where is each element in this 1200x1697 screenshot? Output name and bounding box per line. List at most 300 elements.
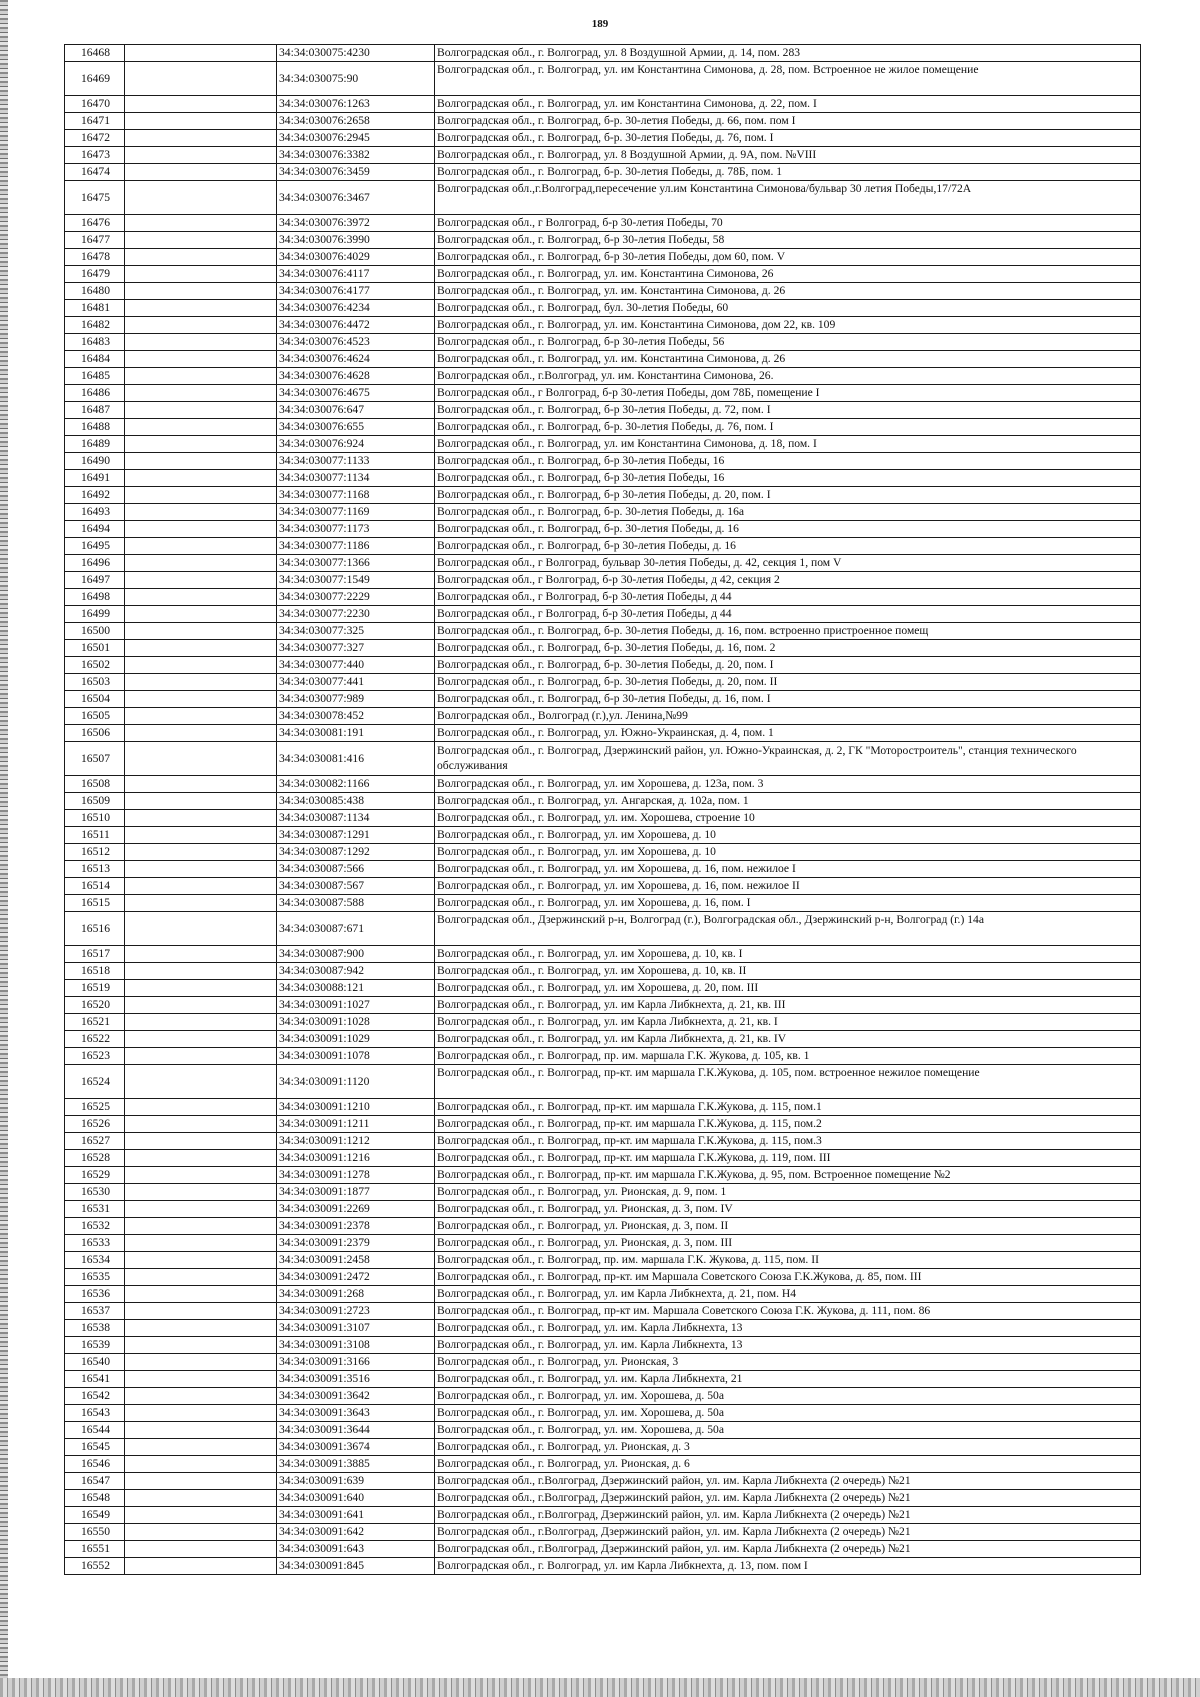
cadastral-number-cell: 34:34:030076:4624 xyxy=(277,351,435,368)
cadastral-number-cell: 34:34:030076:3467 xyxy=(277,181,435,215)
cadastral-number-cell: 34:34:030076:1263 xyxy=(277,96,435,113)
empty-cell xyxy=(125,1473,277,1490)
empty-cell xyxy=(125,844,277,861)
cadastral-number-cell: 34:34:030076:3382 xyxy=(277,147,435,164)
empty-cell xyxy=(125,1439,277,1456)
table-row xyxy=(65,1303,1141,1320)
empty-cell xyxy=(125,521,277,538)
address-cell: Волгоградская обл., г. Волгоград, пр-кт. им маршала Г.К.Жукова, д. 115, пом.2 xyxy=(435,1116,1141,1133)
row-number-cell: 16475 xyxy=(65,181,125,215)
row-number-cell: 16476 xyxy=(65,215,125,232)
address-cell: Волгоградская обл., г. Волгоград, ул. им. Хорошева, д. 50а xyxy=(435,1422,1141,1439)
address-cell: Волгоградская обл., г. Волгоград, ул. им Хорошева, д. 20, пом. III xyxy=(435,980,1141,997)
address-cell: Волгоградская обл., г. Волгоград, б-р. 30-летия Победы, д. 20, пом. II xyxy=(435,674,1141,691)
address-cell: Волгоградская обл., г. Волгоград, пр-кт. им маршала Г.К.Жукова, д. 119, пом. III xyxy=(435,1150,1141,1167)
row-number-cell: 16522 xyxy=(65,1031,125,1048)
address-cell: Волгоградская обл., г. Волгоград, ул. Рионская, 3 xyxy=(435,1354,1141,1371)
row-number-cell: 16470 xyxy=(65,96,125,113)
address-cell: Волгоградская обл.,г.Волгоград,пересечение ул.им Константина Симонова/бульвар 30 летия Победы,17/72А xyxy=(435,181,1141,215)
address-cell: Волгоградская обл., г. Волгоград, бул. 30-летия Победы, 60 xyxy=(435,300,1141,317)
table-row xyxy=(65,453,1141,470)
address-cell: Волгоградская обл., г. Волгоград, ул. им. Хорошева, д. 50а xyxy=(435,1405,1141,1422)
address-cell: Волгоградская обл., г. Волгоград, б-р 30-летия Победы, 58 xyxy=(435,232,1141,249)
row-number-cell: 16477 xyxy=(65,232,125,249)
address-cell: Волгоградская обл., г. Волгоград, ул. им. Карла Либкнехта, 21 xyxy=(435,1371,1141,1388)
cadastral-number-cell: 34:34:030076:4628 xyxy=(277,368,435,385)
empty-cell xyxy=(125,912,277,946)
row-number-cell: 16490 xyxy=(65,453,125,470)
empty-cell xyxy=(125,1337,277,1354)
cadastral-number-cell: 34:34:030091:1212 xyxy=(277,1133,435,1150)
row-number-cell: 16528 xyxy=(65,1150,125,1167)
address-cell: Волгоградская обл., г Волгоград, б-р 30-летия Победы, дом 78Б, помещение I xyxy=(435,385,1141,402)
cadastral-number-cell: 34:34:030076:2945 xyxy=(277,130,435,147)
address-cell: Волгоградская обл., г. Волгоград, ул. им Карла Либкнехта, д. 21, кв. III xyxy=(435,997,1141,1014)
registry-table xyxy=(64,44,1141,1575)
table-row xyxy=(65,555,1141,572)
scan-edge-left xyxy=(0,0,8,1697)
address-cell: Волгоградская обл., г. Волгоград, б-р. 30-летия Победы, д. 16а xyxy=(435,504,1141,521)
cadastral-number-cell: 34:34:030076:4472 xyxy=(277,317,435,334)
address-cell: Волгоградская обл., г. Волгоград, ул. им. Константина Симонова, 26 xyxy=(435,266,1141,283)
cadastral-number-cell: 34:34:030091:2269 xyxy=(277,1201,435,1218)
empty-cell xyxy=(125,793,277,810)
cadastral-number-cell: 34:34:030077:2229 xyxy=(277,589,435,606)
table-row xyxy=(65,742,1141,776)
scan-edge-bottom xyxy=(0,1678,1200,1697)
table-row xyxy=(65,1184,1141,1201)
address-cell: Волгоградская обл., г. Волгоград, ул. 8 Воздушной Армии, д. 9А, пом. №VIII xyxy=(435,147,1141,164)
row-number-cell: 16542 xyxy=(65,1388,125,1405)
row-number-cell: 16533 xyxy=(65,1235,125,1252)
row-number-cell: 16523 xyxy=(65,1048,125,1065)
cadastral-number-cell: 34:34:030091:1027 xyxy=(277,997,435,1014)
table-row xyxy=(65,1524,1141,1541)
empty-cell xyxy=(125,1269,277,1286)
address-cell: Волгоградская обл., г. Волгоград, ул. Ангарская, д. 102а, пом. 1 xyxy=(435,793,1141,810)
table-row xyxy=(65,249,1141,266)
address-cell: Волгоградская обл., г. Волгоград, б-р. 30-летия Победы, д. 66, пом. пом I xyxy=(435,113,1141,130)
cadastral-number-cell: 34:34:030091:1278 xyxy=(277,1167,435,1184)
empty-cell xyxy=(125,402,277,419)
row-number-cell: 16479 xyxy=(65,266,125,283)
address-cell: Волгоградская обл., г. Волгоград, б-р. 30-летия Победы, д. 76, пом. I xyxy=(435,419,1141,436)
address-cell: Волгоградская обл., г. Волгоград, ул. Рионская, д. 9, пом. 1 xyxy=(435,1184,1141,1201)
empty-cell xyxy=(125,1014,277,1031)
empty-cell xyxy=(125,62,277,96)
empty-cell xyxy=(125,1031,277,1048)
row-number-cell: 16538 xyxy=(65,1320,125,1337)
empty-cell xyxy=(125,572,277,589)
table-row xyxy=(65,640,1141,657)
address-cell: Волгоградская обл., г. Волгоград, ул. им Карла Либкнехта, д. 21, кв. IV xyxy=(435,1031,1141,1048)
address-cell: Волгоградская обл., г. Волгоград, ул. им. Константина Симонова, д. 26 xyxy=(435,351,1141,368)
empty-cell xyxy=(125,351,277,368)
empty-cell xyxy=(125,1490,277,1507)
row-number-cell: 16521 xyxy=(65,1014,125,1031)
cadastral-number-cell: 34:34:030077:1134 xyxy=(277,470,435,487)
empty-cell xyxy=(125,368,277,385)
table-row xyxy=(65,895,1141,912)
cadastral-number-cell: 34:34:030091:3516 xyxy=(277,1371,435,1388)
cadastral-number-cell: 34:34:030077:1366 xyxy=(277,555,435,572)
empty-cell xyxy=(125,436,277,453)
table-row xyxy=(65,538,1141,555)
row-number-cell: 16509 xyxy=(65,793,125,810)
table-row xyxy=(65,1286,1141,1303)
cadastral-number-cell: 34:34:030076:3990 xyxy=(277,232,435,249)
table-row xyxy=(65,1456,1141,1473)
empty-cell xyxy=(125,708,277,725)
cadastral-number-cell: 34:34:030077:2230 xyxy=(277,606,435,623)
empty-cell xyxy=(125,232,277,249)
row-number-cell: 16474 xyxy=(65,164,125,181)
address-cell: Волгоградская обл., г. Волгоград, пр-кт. им Маршала Советского Союза Г.К.Жукова, д. 85, пом. III xyxy=(435,1269,1141,1286)
empty-cell xyxy=(125,385,277,402)
row-number-cell: 16541 xyxy=(65,1371,125,1388)
cadastral-number-cell: 34:34:030087:942 xyxy=(277,963,435,980)
row-number-cell: 16536 xyxy=(65,1286,125,1303)
empty-cell xyxy=(125,1099,277,1116)
row-number-cell: 16504 xyxy=(65,691,125,708)
table-row xyxy=(65,572,1141,589)
table-row xyxy=(65,1167,1141,1184)
row-number-cell: 16547 xyxy=(65,1473,125,1490)
row-number-cell: 16517 xyxy=(65,946,125,963)
empty-cell xyxy=(125,691,277,708)
table-row xyxy=(65,657,1141,674)
empty-cell xyxy=(125,895,277,912)
row-number-cell: 16488 xyxy=(65,419,125,436)
cadastral-number-cell: 34:34:030076:4234 xyxy=(277,300,435,317)
table-row xyxy=(65,62,1141,96)
empty-cell xyxy=(125,946,277,963)
address-cell: Волгоградская обл., г. Волгоград, б-р. 30-летия Победы, д. 20, пом. I xyxy=(435,657,1141,674)
cadastral-number-cell: 34:34:030076:3972 xyxy=(277,215,435,232)
address-cell: Волгоградская обл., г. Волгоград, ул. им. Карла Либкнехта, 13 xyxy=(435,1320,1141,1337)
address-cell: Волгоградская обл., г. Волгоград, ул. Рионская, д. 6 xyxy=(435,1456,1141,1473)
table-row xyxy=(65,368,1141,385)
cadastral-number-cell: 34:34:030077:1169 xyxy=(277,504,435,521)
address-cell: Волгоградская обл., г. Волгоград, ул. им Хорошева, д. 123а, пом. 3 xyxy=(435,776,1141,793)
empty-cell xyxy=(125,1150,277,1167)
cadastral-number-cell: 34:34:030087:1292 xyxy=(277,844,435,861)
table-row xyxy=(65,1133,1141,1150)
address-cell: Волгоградская обл., г. Волгоград, пр-кт им. Маршала Советского Союза Г.К. Жукова, д. 111, пом. 86 xyxy=(435,1303,1141,1320)
cadastral-number-cell: 34:34:030091:3644 xyxy=(277,1422,435,1439)
table-row xyxy=(65,164,1141,181)
row-number-cell: 16550 xyxy=(65,1524,125,1541)
empty-cell xyxy=(125,657,277,674)
address-cell: Волгоградская обл., г. Волгоград, б-р 30-летия Победы, д. 20, пом. I xyxy=(435,487,1141,504)
row-number-cell: 16499 xyxy=(65,606,125,623)
cadastral-number-cell: 34:34:030076:647 xyxy=(277,402,435,419)
address-cell: Волгоградская обл., г. Волгоград, ул. им Хорошева, д. 10, кв. I xyxy=(435,946,1141,963)
table-row xyxy=(65,1422,1141,1439)
address-cell: Волгоградская обл., г.Волгоград, Дзержинский район, ул. им. Карла Либкнехта (2 очередь) №21 xyxy=(435,1490,1141,1507)
address-cell: Волгоградская обл., г. Волгоград, ул. им. Карла Либкнехта, 13 xyxy=(435,1337,1141,1354)
cadastral-number-cell: 34:34:030076:4675 xyxy=(277,385,435,402)
cadastral-number-cell: 34:34:030087:1291 xyxy=(277,827,435,844)
address-cell: Волгоградская обл., г. Волгоград, б-р. 30-летия Победы, д. 76, пом. I xyxy=(435,130,1141,147)
cadastral-number-cell: 34:34:030091:2378 xyxy=(277,1218,435,1235)
empty-cell xyxy=(125,963,277,980)
cadastral-number-cell: 34:34:030078:452 xyxy=(277,708,435,725)
address-cell: Волгоградская обл., г. Волгоград, ул. Рионская, д. 3 xyxy=(435,1439,1141,1456)
table-row xyxy=(65,96,1141,113)
cadastral-number-cell: 34:34:030087:1134 xyxy=(277,810,435,827)
row-number-cell: 16544 xyxy=(65,1422,125,1439)
empty-cell xyxy=(125,1116,277,1133)
cadastral-number-cell: 34:34:030091:3885 xyxy=(277,1456,435,1473)
cadastral-number-cell: 34:34:030091:1216 xyxy=(277,1150,435,1167)
cadastral-number-cell: 34:34:030091:1029 xyxy=(277,1031,435,1048)
cadastral-number-cell: 34:34:030091:268 xyxy=(277,1286,435,1303)
cadastral-number-cell: 34:34:030081:416 xyxy=(277,742,435,776)
table-row xyxy=(65,1490,1141,1507)
empty-cell xyxy=(125,1303,277,1320)
cadastral-number-cell: 34:34:030075:90 xyxy=(277,62,435,96)
row-number-cell: 16482 xyxy=(65,317,125,334)
row-number-cell: 16540 xyxy=(65,1354,125,1371)
table-row xyxy=(65,861,1141,878)
table-row xyxy=(65,300,1141,317)
empty-cell xyxy=(125,623,277,640)
row-number-cell: 16548 xyxy=(65,1490,125,1507)
table-row xyxy=(65,1065,1141,1099)
table-row xyxy=(65,266,1141,283)
cadastral-number-cell: 34:34:030091:642 xyxy=(277,1524,435,1541)
empty-cell xyxy=(125,538,277,555)
cadastral-number-cell: 34:34:030077:325 xyxy=(277,623,435,640)
row-number-cell: 16532 xyxy=(65,1218,125,1235)
table-row xyxy=(65,487,1141,504)
table-row xyxy=(65,844,1141,861)
row-number-cell: 16478 xyxy=(65,249,125,266)
address-cell: Волгоградская обл., г. Волгоград, ул. Рионская, д. 3, пом. III xyxy=(435,1235,1141,1252)
empty-cell xyxy=(125,334,277,351)
empty-cell xyxy=(125,980,277,997)
empty-cell xyxy=(125,861,277,878)
empty-cell xyxy=(125,317,277,334)
cadastral-number-cell: 34:34:030091:3166 xyxy=(277,1354,435,1371)
table-row xyxy=(65,776,1141,793)
table-row xyxy=(65,1201,1141,1218)
cadastral-number-cell: 34:34:030091:640 xyxy=(277,1490,435,1507)
row-number-cell: 16529 xyxy=(65,1167,125,1184)
table-row xyxy=(65,997,1141,1014)
table-row xyxy=(65,1048,1141,1065)
table-row xyxy=(65,317,1141,334)
cadastral-number-cell: 34:34:030076:924 xyxy=(277,436,435,453)
table-row xyxy=(65,980,1141,997)
table-row xyxy=(65,385,1141,402)
empty-cell xyxy=(125,878,277,895)
cadastral-number-cell: 34:34:030091:1211 xyxy=(277,1116,435,1133)
row-number-cell: 16493 xyxy=(65,504,125,521)
address-cell: Волгоградская обл., г. Волгоград, б-р 30-летия Победы, 16 xyxy=(435,453,1141,470)
empty-cell xyxy=(125,130,277,147)
table-row xyxy=(65,436,1141,453)
table-row xyxy=(65,827,1141,844)
row-number-cell: 16495 xyxy=(65,538,125,555)
row-number-cell: 16520 xyxy=(65,997,125,1014)
table-row xyxy=(65,963,1141,980)
row-number-cell: 16500 xyxy=(65,623,125,640)
cadastral-number-cell: 34:34:030091:643 xyxy=(277,1541,435,1558)
cadastral-number-cell: 34:34:030076:4523 xyxy=(277,334,435,351)
row-number-cell: 16512 xyxy=(65,844,125,861)
empty-cell xyxy=(125,1286,277,1303)
row-number-cell: 16519 xyxy=(65,980,125,997)
address-cell: Волгоградская обл., г. Волгоград, ул. Рионская, д. 3, пом. IV xyxy=(435,1201,1141,1218)
empty-cell xyxy=(125,266,277,283)
table-row xyxy=(65,810,1141,827)
empty-cell xyxy=(125,1235,277,1252)
row-number-cell: 16530 xyxy=(65,1184,125,1201)
cadastral-number-cell: 34:34:030077:327 xyxy=(277,640,435,657)
table-row xyxy=(65,623,1141,640)
empty-cell xyxy=(125,674,277,691)
address-cell: Волгоградская обл., г. Волгоград, пр-кт. им маршала Г.К.Жукова, д. 115, пом.3 xyxy=(435,1133,1141,1150)
address-cell: Волгоградская обл., г.Волгоград, Дзержинский район, ул. им. Карла Либкнехта (2 очередь) №21 xyxy=(435,1541,1141,1558)
row-number-cell: 16552 xyxy=(65,1558,125,1575)
row-number-cell: 16484 xyxy=(65,351,125,368)
cadastral-number-cell: 34:34:030091:641 xyxy=(277,1507,435,1524)
row-number-cell: 16549 xyxy=(65,1507,125,1524)
row-number-cell: 16486 xyxy=(65,385,125,402)
address-cell: Волгоградская обл., г. Волгоград, ул. им Хорошева, д. 16, пом. I xyxy=(435,895,1141,912)
row-number-cell: 16513 xyxy=(65,861,125,878)
row-number-cell: 16527 xyxy=(65,1133,125,1150)
row-number-cell: 16539 xyxy=(65,1337,125,1354)
empty-cell xyxy=(125,215,277,232)
row-number-cell: 16514 xyxy=(65,878,125,895)
empty-cell xyxy=(125,283,277,300)
address-cell: Волгоградская обл., г. Волгоград, ул. им. Константина Симонова, д. 26 xyxy=(435,283,1141,300)
empty-cell xyxy=(125,1201,277,1218)
address-cell: Волгоградская обл., г. Волгоград, ул. им. Хорошева, д. 50а xyxy=(435,1388,1141,1405)
address-cell: Волгоградская обл., г. Волгоград, пр. им. маршала Г.К. Жукова, д. 105, кв. 1 xyxy=(435,1048,1141,1065)
empty-cell xyxy=(125,640,277,657)
cadastral-number-cell: 34:34:030075:4230 xyxy=(277,45,435,62)
row-number-cell: 16503 xyxy=(65,674,125,691)
table-row xyxy=(65,1150,1141,1167)
address-cell: Волгоградская обл., г. Волгоград, пр-кт. им маршала Г.К.Жукова, д. 115, пом.1 xyxy=(435,1099,1141,1116)
cadastral-number-cell: 34:34:030077:1186 xyxy=(277,538,435,555)
address-cell: Волгоградская обл., г. Волгоград, ул. им Константина Симонова, д. 18, пом. I xyxy=(435,436,1141,453)
cadastral-number-cell: 34:34:030091:2472 xyxy=(277,1269,435,1286)
row-number-cell: 16510 xyxy=(65,810,125,827)
row-number-cell: 16489 xyxy=(65,436,125,453)
cadastral-number-cell: 34:34:030087:588 xyxy=(277,895,435,912)
empty-cell xyxy=(125,147,277,164)
empty-cell xyxy=(125,249,277,266)
table-row xyxy=(65,521,1141,538)
cadastral-number-cell: 34:34:030077:1173 xyxy=(277,521,435,538)
table-row xyxy=(65,181,1141,215)
empty-cell xyxy=(125,504,277,521)
cadastral-number-cell: 34:34:030091:1120 xyxy=(277,1065,435,1099)
address-cell: Волгоградская обл., г. Волгоград, ул. им Хорошева, д. 10, кв. II xyxy=(435,963,1141,980)
table-row xyxy=(65,45,1141,62)
address-cell: Волгоградская обл., г. Волгоград, б-р. 30-летия Победы, д. 78Б, пом. 1 xyxy=(435,164,1141,181)
address-cell: Волгоградская обл., г. Волгоград, ул. им Хорошева, д. 10 xyxy=(435,844,1141,861)
address-cell: Волгоградская обл., г Волгоград, б-р 30-летия Победы, 70 xyxy=(435,215,1141,232)
table-row xyxy=(65,1439,1141,1456)
cadastral-number-cell: 34:34:030077:989 xyxy=(277,691,435,708)
table-row xyxy=(65,1371,1141,1388)
table-row xyxy=(65,1507,1141,1524)
registry-body xyxy=(65,45,1141,1575)
row-number-cell: 16497 xyxy=(65,572,125,589)
row-number-cell: 16494 xyxy=(65,521,125,538)
row-number-cell: 16481 xyxy=(65,300,125,317)
address-cell: Волгоградская обл., г. Волгоград, б-р 30-летия Победы, д. 16 xyxy=(435,538,1141,555)
row-number-cell: 16485 xyxy=(65,368,125,385)
empty-cell xyxy=(125,1558,277,1575)
address-cell: Волгоградская обл., г. Волгоград, ул. Рионская, д. 3, пом. II xyxy=(435,1218,1141,1235)
row-number-cell: 16526 xyxy=(65,1116,125,1133)
cadastral-number-cell: 34:34:030091:1028 xyxy=(277,1014,435,1031)
empty-cell xyxy=(125,997,277,1014)
empty-cell xyxy=(125,470,277,487)
table-row xyxy=(65,946,1141,963)
address-cell: Волгоградская обл., г. Волгоград, ул. им Константина Симонова, д. 28, пом. Встроенное не жилое помещение xyxy=(435,62,1141,96)
table-row xyxy=(65,1099,1141,1116)
row-number-cell: 16534 xyxy=(65,1252,125,1269)
row-number-cell: 16545 xyxy=(65,1439,125,1456)
table-row xyxy=(65,691,1141,708)
table-row xyxy=(65,1473,1141,1490)
empty-cell xyxy=(125,1218,277,1235)
cadastral-number-cell: 34:34:030085:438 xyxy=(277,793,435,810)
address-cell: Волгоградская обл., г. Волгоград, ул. им Карла Либкнехта, д. 13, пом. пом I xyxy=(435,1558,1141,1575)
row-number-cell: 16487 xyxy=(65,402,125,419)
empty-cell xyxy=(125,589,277,606)
address-cell: Волгоградская обл., г. Волгоград, ул. им Константина Симонова, д. 22, пом. I xyxy=(435,96,1141,113)
empty-cell xyxy=(125,810,277,827)
address-cell: Волгоградская обл., г Волгоград, б-р 30-летия Победы, д 44 xyxy=(435,589,1141,606)
address-cell: Волгоградская обл., г. Волгоград, пр. им. маршала Г.К. Жукова, д. 115, пом. II xyxy=(435,1252,1141,1269)
cadastral-number-cell: 34:34:030087:567 xyxy=(277,878,435,895)
address-cell: Волгоградская обл., г. Волгоград, ул. им. Константина Симонова, дом 22, кв. 109 xyxy=(435,317,1141,334)
empty-cell xyxy=(125,164,277,181)
table-row xyxy=(65,147,1141,164)
row-number-cell: 16501 xyxy=(65,640,125,657)
cadastral-number-cell: 34:34:030076:2658 xyxy=(277,113,435,130)
empty-cell xyxy=(125,1422,277,1439)
row-number-cell: 16472 xyxy=(65,130,125,147)
empty-cell xyxy=(125,1456,277,1473)
table-row xyxy=(65,606,1141,623)
row-number-cell: 16468 xyxy=(65,45,125,62)
address-cell: Волгоградская обл., г Волгоград, бульвар 30-летия Победы, д. 42, секция 1, пом V xyxy=(435,555,1141,572)
cadastral-number-cell: 34:34:030091:1078 xyxy=(277,1048,435,1065)
cadastral-number-cell: 34:34:030077:440 xyxy=(277,657,435,674)
row-number-cell: 16505 xyxy=(65,708,125,725)
table-row xyxy=(65,1031,1141,1048)
table-row xyxy=(65,912,1141,946)
table-row xyxy=(65,130,1141,147)
row-number-cell: 16543 xyxy=(65,1405,125,1422)
row-number-cell: 16516 xyxy=(65,912,125,946)
row-number-cell: 16535 xyxy=(65,1269,125,1286)
empty-cell xyxy=(125,1507,277,1524)
empty-cell xyxy=(125,113,277,130)
cadastral-number-cell: 34:34:030091:1210 xyxy=(277,1099,435,1116)
row-number-cell: 16546 xyxy=(65,1456,125,1473)
